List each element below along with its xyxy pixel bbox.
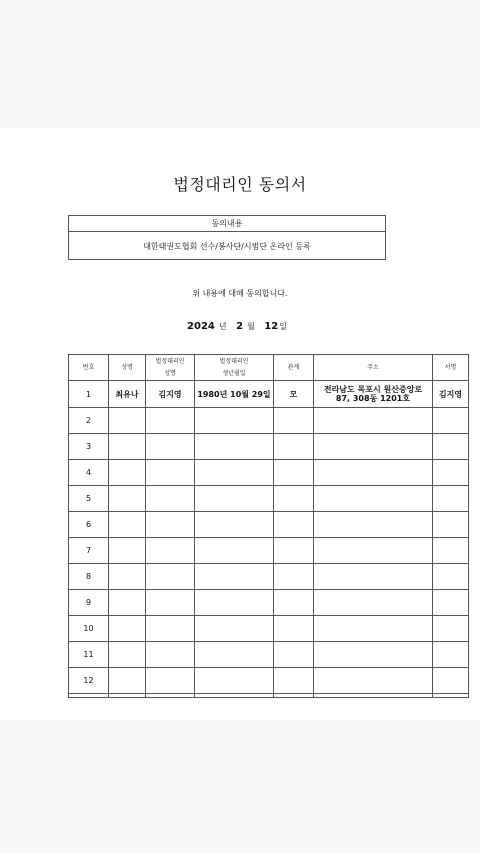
- empty-cell: [314, 694, 433, 698]
- empty-cell: [274, 512, 314, 538]
- empty-cell: [146, 564, 195, 590]
- empty-cell: [146, 616, 195, 642]
- consent-content-header: 동의내용: [69, 216, 385, 232]
- empty-cell: [109, 590, 146, 616]
- row-number: 1: [69, 381, 109, 408]
- empty-cell: [433, 460, 469, 486]
- empty-cell: [274, 668, 314, 694]
- empty-cell: [109, 408, 146, 434]
- empty-cell: [146, 460, 195, 486]
- row-number: 6: [69, 512, 109, 538]
- date-day: 12: [264, 321, 279, 332]
- header-signature: 서명: [433, 355, 469, 381]
- empty-cell: [314, 512, 433, 538]
- top-background: [0, 0, 480, 128]
- date-day-unit: 일: [279, 322, 287, 331]
- empty-cell: [109, 694, 146, 698]
- empty-cell: [195, 616, 274, 642]
- header-guardian-name: [146, 355, 195, 381]
- table-row: [69, 668, 469, 694]
- empty-cell: [109, 616, 146, 642]
- empty-cell: [274, 434, 314, 460]
- guardian-name: 김지영: [146, 381, 195, 408]
- empty-cell: [146, 512, 195, 538]
- date-month-unit: 월: [247, 322, 255, 331]
- empty-cell: [433, 616, 469, 642]
- empty-cell: [274, 486, 314, 512]
- document-date: [0, 321, 480, 332]
- header-guardian-birth-top: 법정대리인: [219, 357, 249, 365]
- empty-cell: [195, 694, 274, 698]
- row-number: 8: [69, 564, 109, 590]
- address-line-1: 전라남도 목포시 원산중앙로: [323, 385, 423, 394]
- date-year-unit: 년: [218, 322, 227, 331]
- header-address: 주소: [314, 355, 433, 381]
- table-row: [69, 538, 469, 564]
- empty-cell: [146, 538, 195, 564]
- table-row-cut-off: [69, 694, 469, 698]
- empty-cell: [109, 642, 146, 668]
- row-number: 10: [69, 616, 109, 642]
- empty-cell: [433, 434, 469, 460]
- empty-cell: [274, 590, 314, 616]
- empty-cell: [433, 512, 469, 538]
- table-row: [69, 434, 469, 460]
- row-number: 4: [69, 460, 109, 486]
- empty-cell: [433, 564, 469, 590]
- table-header-row: [69, 355, 469, 381]
- empty-cell: [195, 642, 274, 668]
- row-number: 11: [69, 642, 109, 668]
- header-guardian-name-top: 법정대리인: [155, 357, 185, 365]
- empty-cell: [195, 408, 274, 434]
- row-number: 12: [69, 668, 109, 694]
- address-line-2: 87, 308동 1201호: [335, 394, 411, 403]
- empty-cell: [274, 694, 314, 698]
- guardian-table: [68, 354, 469, 698]
- agreement-statement: 위 내용에 대해 동의합니다.: [192, 289, 288, 298]
- empty-cell: [146, 668, 195, 694]
- empty-cell: [433, 694, 469, 698]
- empty-cell: [274, 564, 314, 590]
- date-year: 2024: [187, 321, 215, 332]
- applicant-name: 최유나: [109, 381, 146, 408]
- header-guardian-birth: [195, 355, 274, 381]
- empty-cell: [195, 460, 274, 486]
- header-guardian-name-bottom: 성명: [164, 369, 176, 377]
- table-row: [69, 616, 469, 642]
- table-row: [69, 564, 469, 590]
- bottom-background: [0, 720, 480, 853]
- document-title: 법정대리인 동의서: [173, 175, 307, 194]
- empty-cell: [146, 434, 195, 460]
- header-number: 번호: [69, 355, 109, 381]
- date-month: 2: [236, 321, 244, 332]
- empty-cell: [274, 460, 314, 486]
- header-name: 성명: [109, 355, 146, 381]
- empty-cell: [195, 564, 274, 590]
- empty-cell: [195, 512, 274, 538]
- empty-cell: [195, 538, 274, 564]
- row-number: 3: [69, 434, 109, 460]
- row-number: 7: [69, 538, 109, 564]
- empty-cell: [314, 538, 433, 564]
- empty-cell: [69, 694, 109, 698]
- empty-cell: [433, 408, 469, 434]
- empty-cell: [195, 434, 274, 460]
- consent-content-box: [68, 215, 386, 260]
- signature: 김지영: [433, 381, 469, 408]
- empty-cell: [109, 668, 146, 694]
- empty-cell: [109, 538, 146, 564]
- relation: 모: [274, 381, 314, 408]
- row-number: 9: [69, 590, 109, 616]
- empty-cell: [109, 512, 146, 538]
- empty-cell: [314, 486, 433, 512]
- empty-cell: [314, 408, 433, 434]
- empty-cell: [146, 590, 195, 616]
- empty-cell: [146, 408, 195, 434]
- empty-cell: [433, 590, 469, 616]
- empty-cell: [314, 642, 433, 668]
- empty-cell: [433, 486, 469, 512]
- empty-cell: [146, 486, 195, 512]
- empty-cell: [146, 642, 195, 668]
- empty-cell: [433, 668, 469, 694]
- consent-document: [0, 128, 480, 720]
- empty-cell: [195, 486, 274, 512]
- row-number: 2: [69, 408, 109, 434]
- empty-cell: [314, 564, 433, 590]
- header-relation: 관계: [274, 355, 314, 381]
- empty-cell: [109, 460, 146, 486]
- empty-cell: [195, 668, 274, 694]
- empty-cell: [314, 668, 433, 694]
- table-row: [69, 642, 469, 668]
- empty-cell: [433, 538, 469, 564]
- empty-cell: [109, 486, 146, 512]
- consent-content-body: 대한태권도협회 선수/봉사단/시범단 온라인 등록: [143, 242, 311, 251]
- empty-cell: [314, 460, 433, 486]
- empty-cell: [109, 564, 146, 590]
- table-row: [69, 381, 469, 408]
- empty-cell: [314, 434, 433, 460]
- empty-cell: [195, 590, 274, 616]
- table-row: [69, 512, 469, 538]
- table-row: [69, 460, 469, 486]
- address: [314, 381, 433, 408]
- table-row: [69, 590, 469, 616]
- empty-cell: [433, 642, 469, 668]
- header-guardian-birth-bottom: 생년월일: [222, 369, 246, 377]
- row-number: 5: [69, 486, 109, 512]
- empty-cell: [314, 590, 433, 616]
- empty-cell: [274, 408, 314, 434]
- table-row: [69, 408, 469, 434]
- empty-cell: [109, 434, 146, 460]
- empty-cell: [274, 538, 314, 564]
- table-row: [69, 486, 469, 512]
- empty-cell: [314, 616, 433, 642]
- empty-cell: [274, 616, 314, 642]
- empty-cell: [146, 694, 195, 698]
- empty-cell: [274, 642, 314, 668]
- guardian-birthdate: 1980년 10월 29일: [195, 381, 274, 408]
